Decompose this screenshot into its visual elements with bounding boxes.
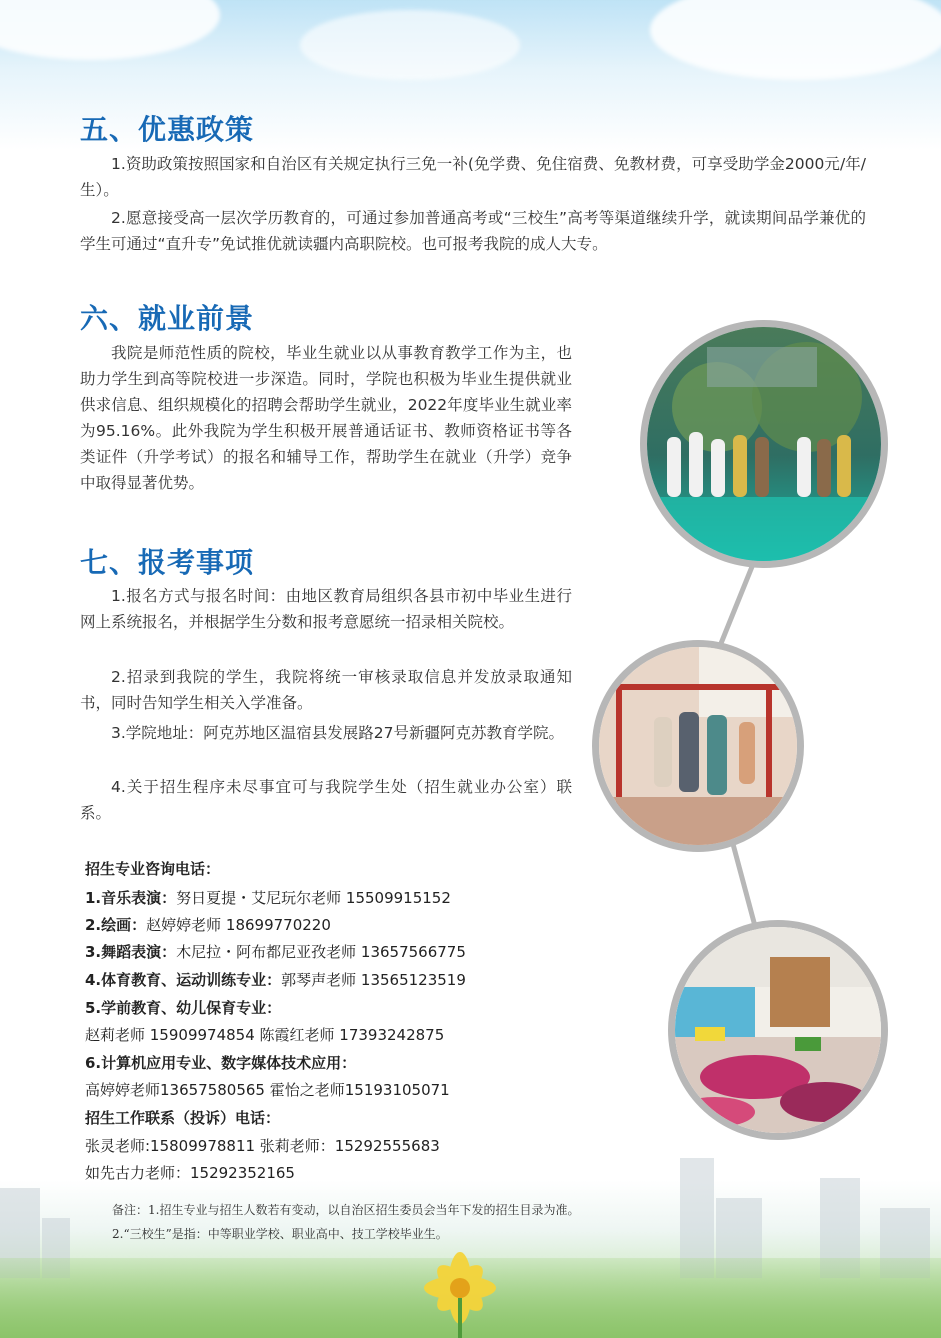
photo-connector [715, 560, 757, 655]
contact-line [85, 969, 466, 990]
section-7-heading: 七、报考事项 [80, 546, 255, 579]
contact-label: 招生工作联系（投诉）电话： [85, 1109, 281, 1127]
contact-detail: 高婷婷老师13657580565 霍怡之老师15193105071 [85, 1081, 450, 1099]
contact-line [85, 887, 451, 908]
contact-label: 3.舞蹈表演： [85, 943, 177, 961]
section-5-heading: 五、优惠政策 [80, 113, 255, 146]
contact-line [85, 1052, 356, 1073]
section-7-paragraph-4: 4.关于招生程序未尽事宜可与我院学生处（招生就业办公室）联系。 [80, 778, 572, 822]
contact-detail: 如先古力老师：15292352165 [85, 1164, 295, 1182]
contact-label: 4.体育教育、运动训练专业： [85, 971, 282, 989]
classroom-activity-image [599, 647, 797, 845]
section-5-paragraph-1: 1.资助政策按照国家和自治区有关规定执行三免一补(免学费、免住宿费、免教材费，可享受助学金2000元/年/生）。 [80, 155, 866, 199]
contact-label: 2.绘画： [85, 916, 147, 934]
contacts-title: 招生专业咨询电话： [85, 860, 221, 878]
section-6-heading: 六、就业前景 [80, 302, 255, 335]
section-7-paragraph-2: 2.招录到我院的学生，我院将统一审核录取信息并发放录取通知书，同时告知学生相关入学准备。 [80, 668, 572, 712]
contact-line [85, 1079, 450, 1100]
contact-detail: 赵婷婷老师 18699770220 [146, 916, 331, 934]
contact-line [85, 1162, 295, 1183]
contact-detail: 郭琴声老师 13565123519 [281, 971, 466, 989]
cloud-decoration [650, 0, 941, 80]
contact-detail: 木尼拉・阿布都尼亚孜老师 13657566775 [176, 943, 466, 961]
contact-detail: 赵莉老师 15909974854 陈霞红老师 17393242875 [85, 1026, 445, 1044]
cloud-decoration [0, 0, 220, 60]
section-5-paragraph-2: 2.愿意接受高一层次学历教育的，可通过参加普通高考或“三校生”高考等渠道继续升学，就读期间品学兼优的学生可通过“直升专”免试推优就读疆内高职院校。也可报考我院的成人大专。 [80, 209, 866, 253]
contact-label: 1.音乐表演： [85, 889, 177, 907]
section-7-paragraph-1: 1.报名方式与报名时间：由地区教育局组织各县市初中毕业生进行网上系统报名，并根据学生分数和报考意愿统一招录相关院校。 [80, 587, 572, 631]
section-7-paragraph-3: 3.学院地址：阿克苏地区温宿县发展路27号新疆阿克苏教育学院。 [111, 724, 565, 742]
stage-performance-photo [640, 320, 888, 568]
classroom-activity-photo [592, 640, 804, 852]
cloud-decoration [300, 10, 520, 80]
playroom-image [675, 927, 881, 1133]
flower-icon [380, 1248, 540, 1338]
footnote-1: 备注：1.招生专业与招生人数若有变动，以自治区招生委员会当年下发的招生目录为准。 [112, 1203, 580, 1217]
playroom-photo [668, 920, 888, 1140]
stage-performance-image [647, 327, 881, 561]
contact-line [85, 941, 466, 962]
contact-line [85, 1135, 440, 1156]
contact-line [85, 914, 331, 935]
contact-detail: 努日夏提・艾尼玩尔老师 15509915152 [176, 889, 451, 907]
contact-line [85, 997, 281, 1018]
section-6-paragraph: 我院是师范性质的院校，毕业生就业以从事教育教学工作为主，也助力学生到高等院校进一步深造。同时，学院也积极为毕业生提供就业供求信息、组织规模化的招聘会帮助学生就业，2022年度毕业生就业率为95.16%。此外我院为学生积极开展普通话证书、教师资格证书等各类证件（升学考试）的报名和辅导工作，帮助学生在就业（升学）竞争中取得显著优势。 [80, 344, 572, 492]
contact-detail: 张灵老师:15809978811 张莉老师：15292555683 [85, 1137, 440, 1155]
contact-line [85, 1024, 444, 1045]
contact-line [85, 1107, 280, 1128]
contact-label: 5.学前教育、幼儿保育专业： [85, 999, 282, 1017]
footnote-2: 2.“三校生”是指：中等职业学校、职业高中、技工学校毕业生。 [112, 1227, 448, 1241]
contact-label: 6.计算机应用专业、数字媒体技术应用： [85, 1054, 357, 1072]
